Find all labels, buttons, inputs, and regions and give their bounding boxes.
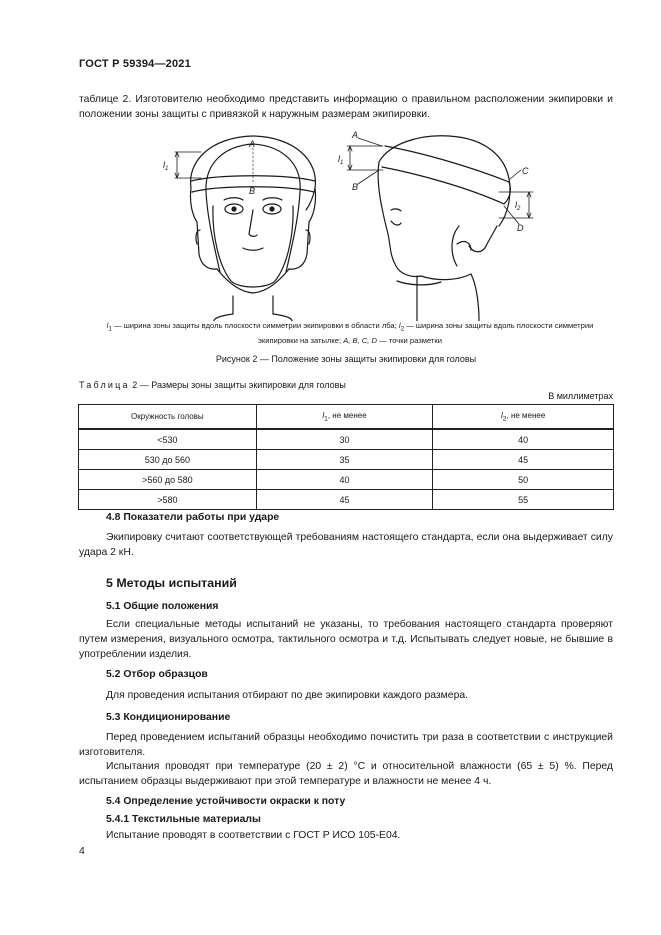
- l1-side-subscript: 1: [340, 160, 344, 166]
- section-5-2-text: Для проведения испытания отбирают по две экипировки каждого размера.: [106, 690, 469, 701]
- figure-legend: [98, 320, 602, 346]
- cell-l1: 30: [256, 429, 433, 450]
- l1-front-label: [163, 160, 168, 172]
- table-row: [79, 470, 614, 490]
- cell-circumference: >560 до 580: [79, 470, 257, 490]
- section-5-heading: 5 Методы испытаний: [106, 576, 237, 590]
- point-a-side-label: A: [352, 130, 359, 140]
- cell-circumference: >580: [79, 490, 257, 510]
- section-5-4-heading: 5.4 Определение устойчивости окраски к поту: [106, 796, 346, 807]
- l2-side-subscript: 2: [517, 206, 521, 212]
- section-5-4-1-text: Испытание проводят в соответствии с ГОСТ Р ИСО 105-Е04.: [106, 830, 401, 841]
- legend-points-letters: A, B, C, D: [343, 335, 377, 345]
- front-view-drawing: [175, 136, 316, 321]
- point-c-side-label: C: [522, 166, 529, 176]
- table-title: [79, 380, 346, 390]
- figure-caption: Рисунок 2 — Положение зоны защиты экипировки для головы: [215, 354, 477, 364]
- cell-l1: 45: [256, 490, 433, 510]
- table-header-row: [79, 405, 614, 430]
- section-4-8-text: Экипировку считают соответствующей требованиям настоящего стандарта, если она выдерживает силу удара 2 кН.: [79, 532, 613, 558]
- header-l1-text: , не менее: [327, 410, 367, 420]
- header-l1: [256, 405, 433, 430]
- header-head-circumference: Окружность головы: [79, 405, 257, 430]
- section-5-1-heading: 5.1 Общие положения: [106, 601, 219, 612]
- cell-l2: 40: [433, 429, 614, 450]
- section-4-8-heading: 4.8 Показатели работы при ударе: [106, 512, 280, 523]
- table-title-prefix: Таблица: [79, 380, 130, 390]
- point-d-side-label: D: [517, 223, 524, 233]
- l1-side-label: [338, 154, 343, 166]
- table-row: [79, 429, 614, 450]
- point-b-front-label: B: [249, 186, 256, 196]
- cell-l1: 40: [256, 470, 433, 490]
- section-5-2-heading: 5.2 Отбор образцов: [106, 669, 208, 680]
- page-number: 4: [79, 846, 85, 857]
- cell-circumference: 530 до 560: [79, 450, 257, 470]
- cell-l1: 35: [256, 450, 433, 470]
- cell-l2: 45: [433, 450, 614, 470]
- l1-side-symbol: l: [338, 154, 340, 164]
- header-l2-subscript: 2: [502, 415, 507, 423]
- section-5-1-text: Если специальные методы испытаний не указаны, то требования настоящего стандарта проверяют путем измерения, визуального осмотра, тактильного осмотра и т.д. Испытывать следует новые, не бывшие в употреблении изделия.: [79, 619, 613, 660]
- l1-front-subscript: 1: [165, 166, 169, 172]
- legend-l2-subscript: 2: [400, 325, 405, 333]
- l2-side-label: [515, 200, 521, 212]
- legend-points-text: — точки разметки: [377, 335, 442, 345]
- cell-circumference: <530: [79, 429, 257, 450]
- point-a-front-label: A: [249, 139, 256, 149]
- table-row: [79, 490, 614, 510]
- legend-l1-symbol: l: [106, 321, 109, 330]
- intro-paragraph: таблице 2. Изготовителю необходимо представить информацию о правильном расположении экипировки и положении зоны защиты с привязкой к наружным размерам экипировки.: [79, 94, 613, 120]
- section-5-3-text-1: Перед проведением испытаний образцы необходимо почистить три раза в соответствии с инструкцией изготовителя.: [79, 732, 613, 758]
- cell-l2: 55: [433, 490, 614, 510]
- header-l1-subscript: 1: [324, 415, 328, 423]
- header-l2-symbol: l: [501, 410, 503, 420]
- table-title-number: 2: [132, 380, 138, 390]
- protection-zone-table: [78, 404, 614, 510]
- section-5-3-heading: 5.3 Кондиционирование: [106, 712, 231, 723]
- table-units: В миллиметрах: [548, 391, 613, 401]
- table-title-text: — Размеры зоны защиты экипировки для головы: [137, 380, 346, 390]
- point-b-side-label: B: [352, 182, 359, 192]
- cell-l2: 50: [433, 470, 614, 490]
- legend-l1-subscript: 1: [108, 325, 112, 333]
- header-l2-text: , не менее: [506, 410, 546, 420]
- l1-front-symbol: l: [163, 160, 165, 170]
- document-header: ГОСТ Р 59394—2021: [79, 58, 191, 70]
- legend-l2-text: — ширина зоны защиты вдоль плоскости симметрии экипировки на затылке;: [258, 321, 594, 345]
- section-5-3-text-2: Испытания проводят при температуре (20 ± 2) °С и относительной влажности (65 ± 5) %. Перед испытанием образцы выдерживают при этой температуре и влажности не менее 4 ч.: [79, 761, 613, 787]
- header-l2: [433, 405, 614, 430]
- header-l1-symbol: l: [322, 410, 325, 420]
- figure-head-protection-zone: [79, 126, 613, 321]
- table-row: [79, 450, 614, 470]
- legend-l2-symbol: l: [398, 321, 401, 330]
- side-view-drawing: [347, 136, 533, 321]
- legend-l1-text: — ширина зоны защиты вдоль плоскости симметрии экипировки в области лба;: [111, 321, 399, 330]
- section-5-4-1-heading: 5.4.1 Текстильные материалы: [106, 814, 261, 825]
- l2-side-symbol: l: [515, 200, 517, 210]
